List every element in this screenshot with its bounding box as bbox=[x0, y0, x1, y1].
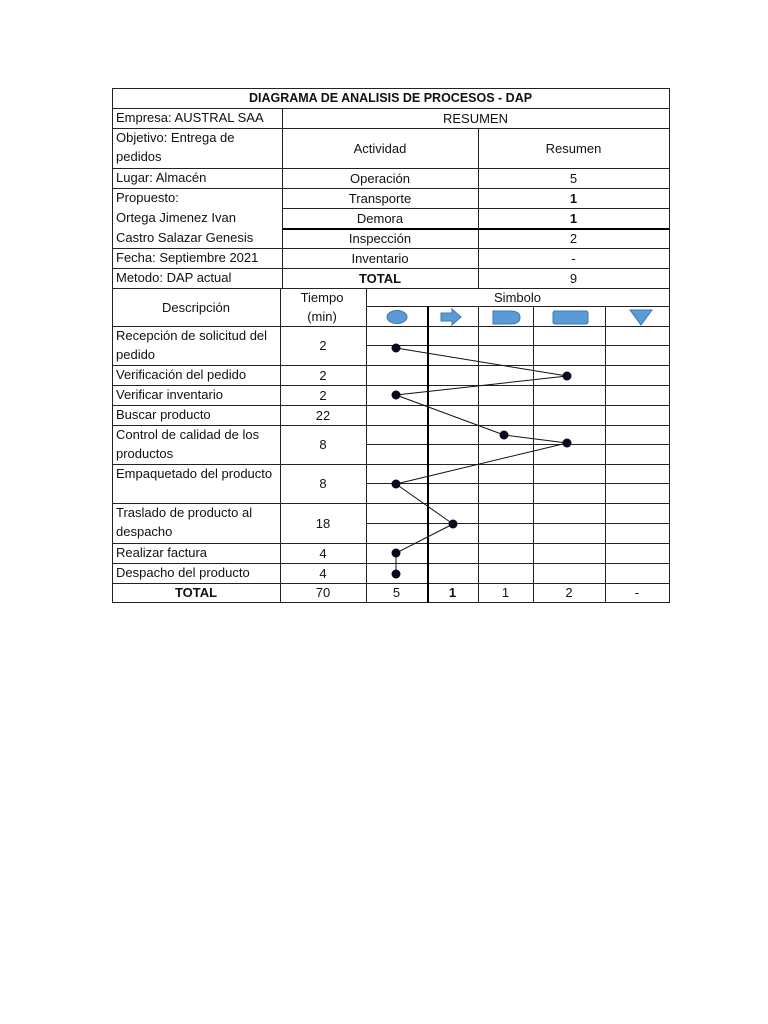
step-description: Control de calidad de los productos bbox=[116, 427, 260, 461]
step-description: Verificar inventario bbox=[116, 387, 223, 402]
summary-count: 5 bbox=[569, 170, 578, 186]
inspection-icon bbox=[553, 311, 588, 324]
step-time: 18 bbox=[315, 515, 331, 531]
flow-point bbox=[563, 372, 572, 381]
summary-count: 1 bbox=[569, 190, 578, 206]
tiempo-header: Tiempo (min) bbox=[300, 290, 344, 324]
flow-point bbox=[392, 391, 401, 400]
inventory-icon bbox=[630, 310, 652, 325]
summary-total-count: 9 bbox=[569, 270, 578, 286]
total-inspections: 2 bbox=[565, 585, 573, 600]
descripcion-header: Descripción bbox=[162, 299, 230, 315]
step-description: Empaquetado del producto bbox=[116, 466, 273, 481]
actividad-header: Actividad bbox=[353, 140, 407, 156]
total-delays: 1 bbox=[501, 585, 510, 600]
operation-icon bbox=[387, 311, 407, 324]
empresa-label: Empresa: AUSTRAL SAA bbox=[116, 110, 264, 125]
persona-2: Castro Salazar Genesis bbox=[116, 230, 254, 245]
fecha-label: Fecha: Septiembre 2021 bbox=[116, 250, 259, 265]
persona-1: Ortega Jimenez Ivan bbox=[116, 210, 236, 225]
step-description: Buscar producto bbox=[116, 407, 211, 422]
simbolo-header: Simbolo bbox=[494, 289, 541, 305]
total-operations: 5 bbox=[392, 585, 401, 600]
summary-activity: Operación bbox=[350, 170, 410, 186]
resumen-col-header: Resumen bbox=[545, 140, 602, 156]
step-time: 8 bbox=[319, 437, 327, 452]
step-description: Verificación del pedido bbox=[116, 367, 247, 382]
summary-total-label: TOTAL bbox=[358, 270, 402, 286]
step-time: 2 bbox=[319, 387, 327, 403]
flow-point bbox=[563, 439, 572, 448]
total-transports: 1 bbox=[448, 585, 457, 600]
delay-icon bbox=[493, 311, 520, 324]
document-title: DIAGRAMA DE ANALISIS DE PROCESOS - DAP bbox=[248, 90, 533, 105]
step-time: 2 bbox=[319, 338, 327, 353]
transport-icon bbox=[441, 309, 461, 325]
flow-point bbox=[392, 480, 401, 489]
objetivo-label: Objetivo: Entrega de pedidos bbox=[116, 130, 235, 164]
step-time: 2 bbox=[319, 367, 327, 383]
step-time: 8 bbox=[319, 476, 327, 491]
flow-line bbox=[396, 348, 567, 574]
step-description: Despacho del producto bbox=[116, 565, 250, 580]
step-time: 4 bbox=[319, 565, 327, 581]
metodo-label: Metodo: DAP actual bbox=[116, 270, 232, 285]
flow-point bbox=[392, 344, 401, 353]
flow-point bbox=[449, 520, 458, 529]
summary-count: 2 bbox=[569, 230, 578, 246]
flow-point bbox=[392, 570, 401, 579]
summary-activity: Inventario bbox=[351, 250, 409, 266]
step-time: 4 bbox=[319, 545, 327, 561]
process-total-label: TOTAL bbox=[174, 585, 218, 600]
resumen-header: RESUMEN bbox=[442, 110, 508, 126]
process-total-time: 70 bbox=[315, 585, 331, 600]
summary-count: 1 bbox=[569, 210, 578, 226]
flow-point bbox=[500, 431, 509, 440]
summary-activity: Inspección bbox=[348, 230, 412, 246]
total-inventory: - bbox=[634, 585, 640, 600]
summary-activity: Transporte bbox=[348, 190, 412, 206]
step-description: Realizar factura bbox=[116, 545, 208, 560]
step-description: Traslado de producto al despacho bbox=[116, 505, 253, 539]
propuesto-label: Propuesto: bbox=[116, 190, 179, 205]
flow-point bbox=[392, 549, 401, 558]
step-description: Recepción de solicitud del pedido bbox=[116, 328, 268, 362]
summary-count: - bbox=[571, 250, 576, 266]
lugar-label: Lugar: Almacén bbox=[116, 170, 207, 185]
step-time: 22 bbox=[315, 407, 331, 423]
summary-activity: Demora bbox=[356, 210, 404, 226]
